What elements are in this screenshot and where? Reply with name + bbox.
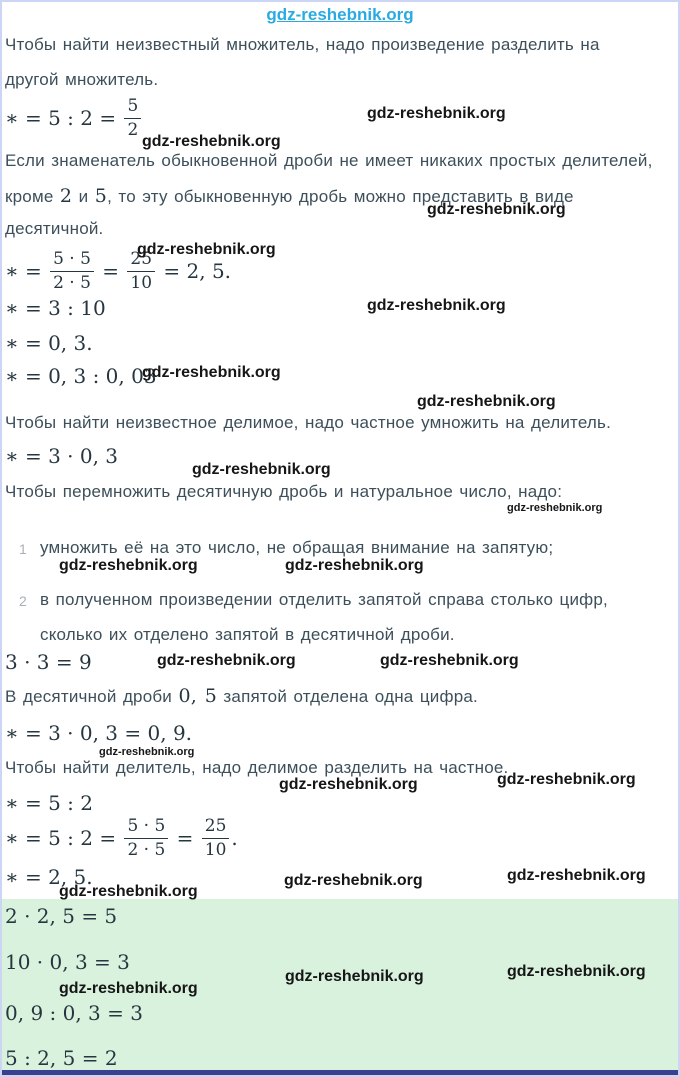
- fraction-denominator: 10: [130, 272, 153, 293]
- watermark-text: gdz-reshebnik.org: [380, 652, 519, 669]
- watermark-text: gdz-reshebnik.org: [157, 652, 296, 669]
- math-formula-4: ∗ = 0, 3.: [5, 331, 93, 355]
- fraction-numerator: 25: [127, 248, 155, 271]
- list-item-2-line2: сколько их отделено запятой в десятичной дроби.: [40, 625, 455, 644]
- paragraph-decimal-digit-count: [5, 685, 478, 707]
- answer-formula-3: 0, 9 : 0, 3 = 3: [5, 1001, 143, 1025]
- watermark-text: gdz-reshebnik.org: [427, 201, 566, 218]
- inline-number: 5: [94, 185, 108, 207]
- watermark-text: gdz-reshebnik.org: [507, 502, 603, 514]
- formula-text: ∗ =: [5, 259, 49, 283]
- answer-formula-1: 2 · 2, 5 = 5: [5, 904, 118, 928]
- fraction: [50, 248, 94, 293]
- fraction-denominator: 2 · 5: [127, 839, 166, 860]
- watermark-text: gdz-reshebnik.org: [142, 364, 281, 381]
- formula-text: = 2, 5.: [157, 259, 232, 283]
- watermark-text: gdz-reshebnik.org: [507, 867, 646, 884]
- watermark-text: gdz-reshebnik.org: [367, 105, 506, 122]
- watermark-text: gdz-reshebnik.org: [99, 746, 195, 758]
- fraction-denominator: 10: [204, 839, 227, 860]
- list-item-1-text: умножить её на это число, не обращая внимание на запятую;: [40, 538, 554, 557]
- watermark-text: gdz-reshebnik.org: [192, 461, 331, 478]
- paragraph-find-multiplier-line2: другой множитель.: [5, 70, 159, 89]
- inline-number: 2: [59, 185, 73, 207]
- paragraph-multiply-decimal-rule: Чтобы перемножить десятичную дробь и натуральное число, надо:: [5, 482, 563, 501]
- watermark-text: gdz-reshebnik.org: [59, 883, 198, 900]
- math-formula-5: ∗ = 0, 3 : 0, 03: [5, 364, 157, 388]
- list-number-1: 1: [19, 541, 27, 557]
- text-segment: В десятичной дроби: [5, 687, 179, 706]
- watermark-text: gdz-reshebnik.org: [497, 771, 636, 788]
- list-item-2-line1: в полученном произведении отделить запятой справа столько цифр,: [40, 590, 608, 609]
- fraction-numerator: 5: [124, 95, 141, 118]
- watermark-text: gdz-reshebnik.org: [137, 241, 276, 258]
- math-formula-3: ∗ = 3 : 10: [5, 296, 106, 320]
- fraction-numerator: 5 · 5: [50, 248, 94, 271]
- paragraph-denominator-rule-line3: десятичной.: [5, 219, 104, 238]
- answer-formula-2: 10 · 0, 3 = 3: [5, 950, 130, 974]
- formula-text: =: [170, 826, 200, 850]
- fraction-numerator: 5 · 5: [124, 815, 168, 838]
- page-bottom-edge: [2, 1070, 678, 1075]
- paragraph-find-dividend: Чтобы найти неизвестное делимое, надо частное умножить на делитель.: [5, 413, 612, 432]
- math-formula-11: ∗ = 2, 5.: [5, 865, 93, 889]
- watermark-text: gdz-reshebnik.org: [507, 963, 646, 980]
- math-formula-7: 3 · 3 = 9: [5, 650, 92, 674]
- fraction-numerator: 25: [202, 815, 230, 838]
- site-watermark-link[interactable]: gdz-reshebnik.org: [266, 5, 414, 24]
- watermark-text: gdz-reshebnik.org: [284, 872, 423, 889]
- math-formula-1: [5, 94, 143, 142]
- watermark-text: gdz-reshebnik.org: [142, 133, 281, 150]
- watermark-text: gdz-reshebnik.org: [279, 776, 418, 793]
- paragraph-denominator-rule-line1: Если знаменатель обыкновенной дроби не имеет никаких простых делителей,: [5, 151, 653, 170]
- answer-formula-4: 5 : 2, 5 = 2: [5, 1046, 118, 1070]
- fraction: [124, 95, 141, 140]
- text-segment: кроме: [5, 187, 60, 206]
- text-segment: , то эту обыкновенную дробь можно представить в виде: [107, 187, 574, 206]
- math-formula-6: ∗ = 3 · 0, 3: [5, 444, 119, 468]
- text-segment: запятой отделена одна цифра.: [217, 687, 478, 706]
- formula-text: ∗ = 5 : 2 =: [5, 826, 123, 850]
- paragraph-find-divisor: Чтобы найти делитель, надо делимое разделить на частное.: [5, 758, 509, 777]
- fraction: [202, 815, 230, 860]
- formula-text: =: [95, 259, 126, 283]
- watermark-text: gdz-reshebnik.org: [367, 297, 506, 314]
- watermark-text: gdz-reshebnik.org: [59, 557, 198, 574]
- math-formula-10: [5, 814, 238, 862]
- watermark-text: gdz-reshebnik.org: [285, 557, 424, 574]
- watermark-text: gdz-reshebnik.org: [417, 393, 556, 410]
- watermark-text: gdz-reshebnik.org: [59, 980, 198, 997]
- fraction-denominator: 2 · 5: [53, 272, 91, 293]
- fraction: [124, 815, 168, 860]
- math-formula-9: ∗ = 5 : 2: [5, 791, 93, 815]
- formula-text: ∗ = 5 : 2 =: [5, 106, 123, 130]
- formula-text: .: [231, 826, 238, 850]
- math-formula-8: ∗ = 3 · 0, 3 = 0, 9.: [5, 721, 193, 745]
- text-segment: и: [72, 187, 95, 206]
- list-number-2: 2: [19, 593, 27, 609]
- fraction-denominator: 2: [127, 119, 139, 140]
- paragraph-find-multiplier-line1: Чтобы найти неизвестный множитель, надо произведение разделить на: [5, 35, 600, 54]
- inline-number: 0, 5: [178, 685, 217, 707]
- watermark-text: gdz-reshebnik.org: [285, 968, 424, 985]
